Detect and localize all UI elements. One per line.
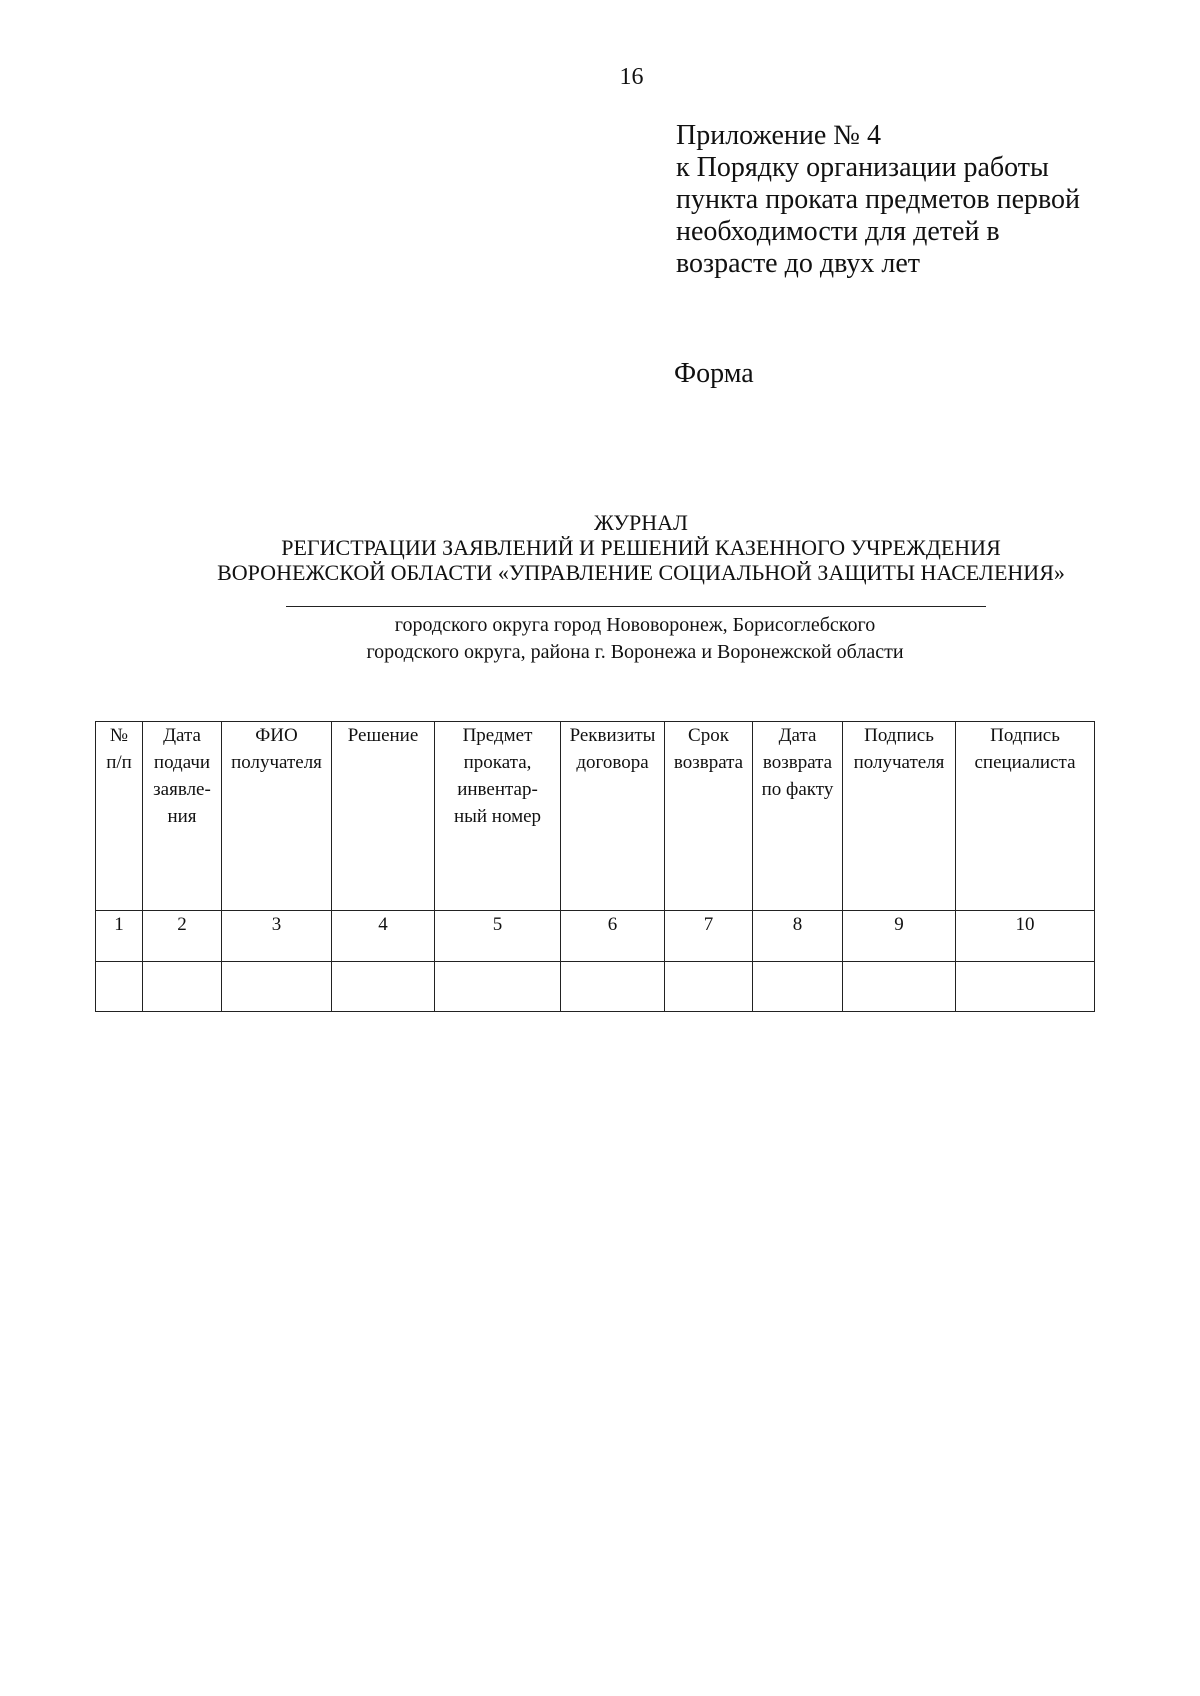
empty-cell — [665, 962, 753, 1012]
column-header: Предмет проката, инвентар- ный номер — [435, 722, 561, 911]
journal-title — [60, 510, 1200, 585]
empty-cell — [843, 962, 956, 1012]
appendix-line: Приложение № 4 — [676, 120, 881, 151]
appendix-line: пункта проката предметов первой — [676, 184, 1081, 215]
table-row — [96, 962, 1095, 1012]
column-header: Подпись специалиста — [956, 722, 1095, 911]
journal-subtitle-line: городского округа город Нововоронеж, Борисоглебского — [394, 614, 876, 636]
appendix-line: к Порядку организации работы — [676, 152, 1049, 183]
appendix-line: необходимости для детей в — [676, 216, 1000, 247]
column-header: ФИО получателя — [222, 722, 332, 911]
column-number: 4 — [332, 911, 435, 962]
column-header: № п/п — [96, 722, 143, 911]
empty-cell — [753, 962, 843, 1012]
journal-subtitle-line: городского округа, района г. Воронежа и Воронежской области — [366, 641, 904, 663]
journal-title-line: ВОРОНЕЖСКОЙ ОБЛАСТИ «УПРАВЛЕНИЕ СОЦИАЛЬНОЙ ЗАЩИТЫ НАСЕЛЕНИЯ» — [217, 560, 1065, 585]
journal-title-line: ЖУРНАЛ — [594, 510, 688, 535]
form-label: Форма — [674, 358, 754, 389]
journal-table — [95, 721, 1095, 1012]
column-number: 10 — [956, 911, 1095, 962]
column-header: Срок возврата — [665, 722, 753, 911]
column-number: 3 — [222, 911, 332, 962]
column-number: 1 — [96, 911, 143, 962]
column-number: 9 — [843, 911, 956, 962]
empty-cell — [96, 962, 143, 1012]
column-header: Реквизиты договора — [561, 722, 665, 911]
appendix-block — [676, 120, 1136, 280]
column-header: Решение — [332, 722, 435, 911]
empty-cell — [332, 962, 435, 1012]
column-number: 6 — [561, 911, 665, 962]
empty-cell — [222, 962, 332, 1012]
column-number: 5 — [435, 911, 561, 962]
appendix-line: возрасте до двух лет — [676, 248, 921, 279]
column-header: Дата возврата по факту — [753, 722, 843, 911]
header-row — [96, 722, 1095, 911]
column-header: Дата подачи заявле- ния — [143, 722, 222, 911]
empty-cell — [435, 962, 561, 1012]
empty-cell — [956, 962, 1095, 1012]
empty-cell — [143, 962, 222, 1012]
column-number: 7 — [665, 911, 753, 962]
column-number-row — [96, 911, 1095, 962]
column-number: 2 — [143, 911, 222, 962]
column-number: 8 — [753, 911, 843, 962]
fill-in-blank-line — [286, 606, 986, 607]
page-number: 16 — [619, 64, 644, 90]
journal-subtitle — [240, 612, 1030, 666]
empty-cell — [561, 962, 665, 1012]
column-header: Подпись получателя — [843, 722, 956, 911]
journal-title-line: РЕГИСТРАЦИИ ЗАЯВЛЕНИЙ И РЕШЕНИЙ КАЗЕННОГО УЧРЕЖДЕНИЯ — [281, 535, 1001, 560]
